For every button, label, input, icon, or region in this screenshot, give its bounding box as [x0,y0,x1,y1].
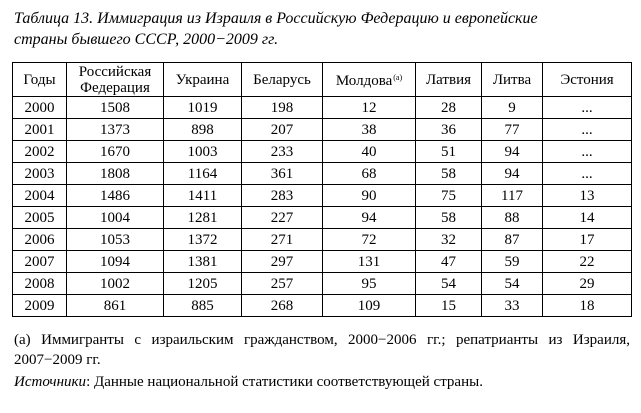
table-cell: 885 [164,295,242,317]
col-header-estonia: Эстония [543,63,632,97]
col-header-moldova-text: Молдова [335,73,393,89]
table-cell: 1004 [67,207,164,229]
table-cell: 87 [482,229,543,251]
col-header-lithuania: Литва [482,63,543,97]
table-cell: 2005 [13,207,67,229]
table-cell: 47 [416,251,482,273]
table-cell: 58 [416,207,482,229]
table-cell: 2006 [13,229,67,251]
table-cell: 1808 [67,163,164,185]
table-cell: 88 [482,207,543,229]
table-cell: 77 [482,119,543,141]
table-cell: 268 [242,295,323,317]
col-header-russia [67,63,164,97]
table-body [13,97,632,317]
table-cell: 58 [416,163,482,185]
table-cell: 131 [323,251,416,273]
table-cell: 1205 [164,273,242,295]
table-cell: 297 [242,251,323,273]
table-cell: 72 [323,229,416,251]
table-cell: 1373 [67,119,164,141]
table-cell: 54 [482,273,543,295]
caption-line-2: страны бывшего СССР, 2000−2009 гг. [14,31,279,48]
table-cell: 32 [416,229,482,251]
table-cell: 1019 [164,97,242,119]
table-cell: 1002 [67,273,164,295]
table-cell: 2008 [13,273,67,295]
table-cell: ... [543,119,632,141]
table-row [13,273,632,295]
table-cell: 18 [543,295,632,317]
col-header-russia-text: Российская Федерация [78,63,152,96]
table-cell: 94 [323,207,416,229]
sources-line [14,372,630,392]
table-cell: 12 [323,97,416,119]
immigration-table [12,62,632,317]
table-cell: ... [543,141,632,163]
table-cell: 1094 [67,251,164,273]
table-caption [14,8,634,50]
table-cell: 227 [242,207,323,229]
table-cell: ... [543,163,632,185]
table-row [13,295,632,317]
table-cell: 1003 [164,141,242,163]
table-cell: 94 [482,163,543,185]
sources-text: : Данные национальной статистики соответствующей страны. [86,374,483,390]
table-cell: 1281 [164,207,242,229]
table-cell: 2000 [13,97,67,119]
table-cell: 59 [482,251,543,273]
table-cell: 861 [67,295,164,317]
table-cell: 1411 [164,185,242,207]
table-cell: 257 [242,273,323,295]
col-header-belarus: Беларусь [242,63,323,97]
table-cell: 361 [242,163,323,185]
table-cell: 2004 [13,185,67,207]
table-cell: 1164 [164,163,242,185]
sources-label: Источники [14,374,87,390]
col-header-ukraine: Украина [164,63,242,97]
table-cell: 1670 [67,141,164,163]
table-cell: 2009 [13,295,67,317]
table-cell: 36 [416,119,482,141]
table-cell: 94 [482,141,543,163]
table-cell: 1381 [164,251,242,273]
table-row [13,229,632,251]
table-cell: 2007 [13,251,67,273]
table-row [13,163,632,185]
table-cell: 1372 [164,229,242,251]
table-cell: 33 [482,295,543,317]
footnote-marker: (a) [393,73,403,82]
table-cell: 2003 [13,163,67,185]
caption-line-1: Таблица 13. Иммиграция из Израиля в Российскую Федерацию и европейские [14,10,538,27]
table-cell: 38 [323,119,416,141]
table-cell: 198 [242,97,323,119]
table-row [13,97,632,119]
table-cell: 28 [416,97,482,119]
table-cell: 2001 [13,119,67,141]
table-cell: 29 [543,273,632,295]
table-cell: 54 [416,273,482,295]
table-cell: 283 [242,185,323,207]
table-cell: 90 [323,185,416,207]
table-row [13,119,632,141]
table-cell: 15 [416,295,482,317]
table-cell: 17 [543,229,632,251]
table-cell: ... [543,97,632,119]
col-header-years: Годы [13,63,67,97]
table-cell: 117 [482,185,543,207]
col-header-moldova [323,63,416,97]
table-cell: 40 [323,141,416,163]
table-row [13,185,632,207]
table-cell: 2002 [13,141,67,163]
footnote: (a) Иммигранты с израильским гражданством, 2000−2006 гг.; репатрианты из Израиля, 2007−2009 гг. [14,332,630,368]
table-cell: 95 [323,273,416,295]
table-cell: 109 [323,295,416,317]
col-header-latvia: Латвия [416,63,482,97]
table-cell: 9 [482,97,543,119]
table-cell: 1508 [67,97,164,119]
table-cell: 898 [164,119,242,141]
table-cell: 22 [543,251,632,273]
table-cell: 13 [543,185,632,207]
table-cell: 14 [543,207,632,229]
table-cell: 207 [242,119,323,141]
table-row [13,207,632,229]
table-row [13,141,632,163]
table-cell: 1053 [67,229,164,251]
table-cell: 1486 [67,185,164,207]
table-header-row [13,63,632,97]
table-cell: 75 [416,185,482,207]
table-cell: 51 [416,141,482,163]
table-cell: 68 [323,163,416,185]
table-cell: 271 [242,229,323,251]
table-row [13,251,632,273]
table-cell: 233 [242,141,323,163]
